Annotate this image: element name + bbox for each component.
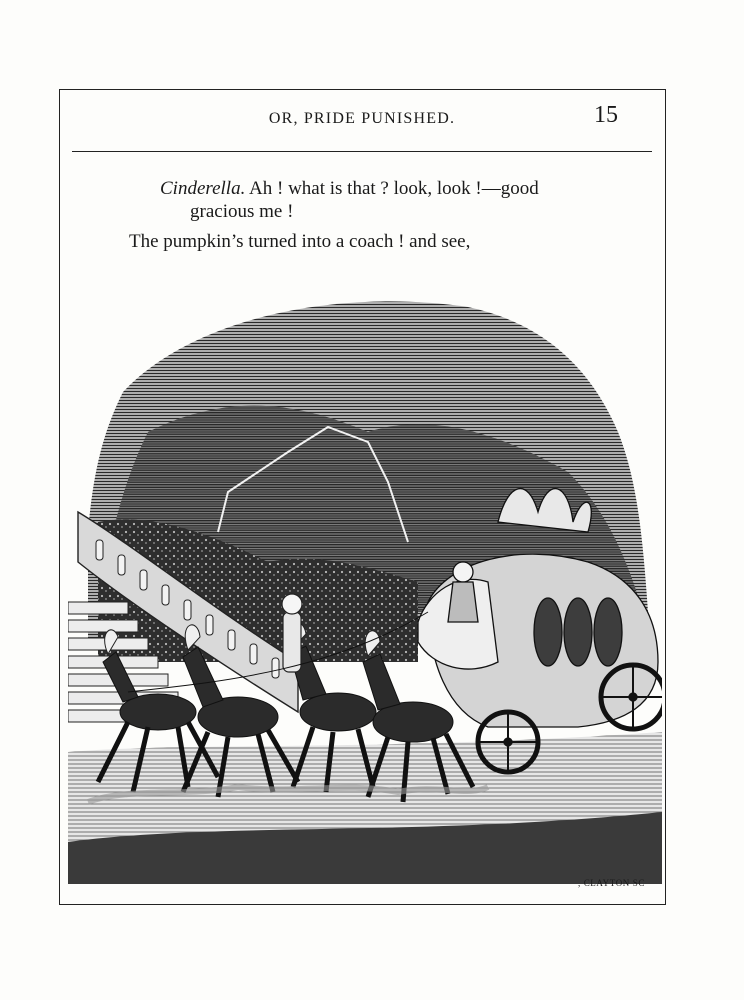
engraving-illustration xyxy=(68,282,662,884)
speaker-name: Cinderella. xyxy=(160,178,246,199)
verse-line-1 xyxy=(160,178,539,200)
verse-line-1-text: Ah ! what is that ? look, look !—good xyxy=(245,178,539,199)
verse-line-2: gracious me ! xyxy=(190,201,294,222)
page-header xyxy=(72,100,652,140)
page-number: 15 xyxy=(594,102,618,128)
engraver-signature: , CLAYTON SC xyxy=(578,878,645,888)
verse-line-3: The pumpkin’s turned into a coach ! and see, xyxy=(129,231,471,252)
running-head: OR, PRIDE PUNISHED. xyxy=(268,110,456,127)
footman xyxy=(283,612,301,672)
header-rule xyxy=(72,151,652,152)
